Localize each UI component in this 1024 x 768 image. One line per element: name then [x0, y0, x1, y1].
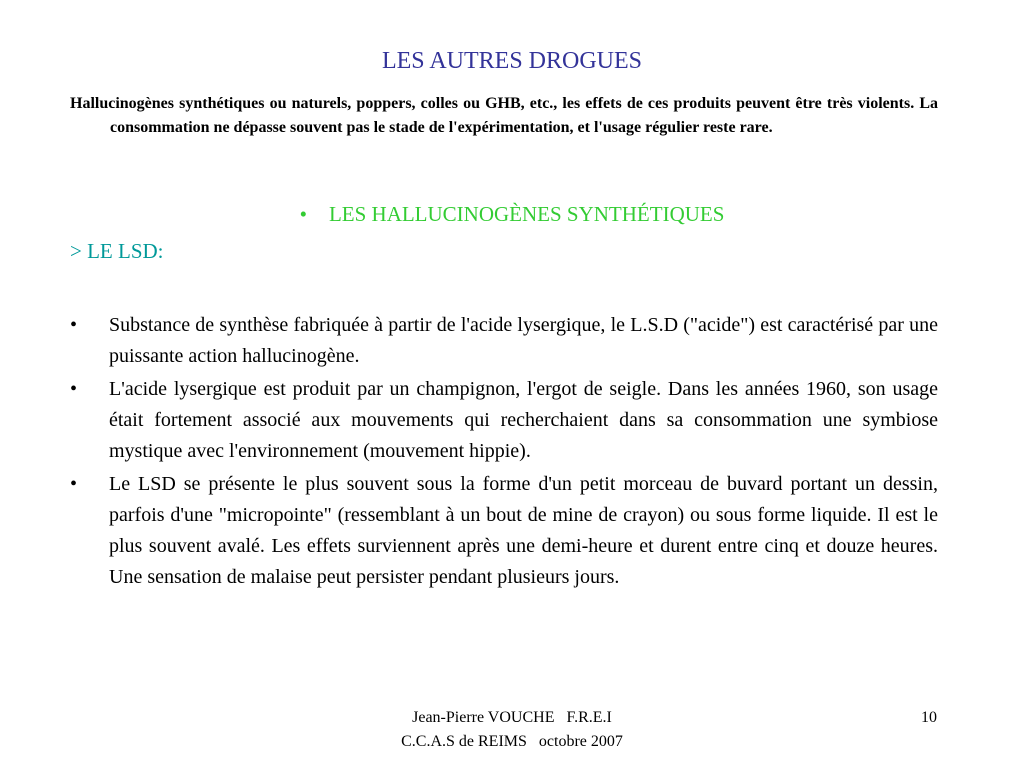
bullet-item — [70, 310, 938, 372]
section-heading — [0, 199, 1024, 229]
intro-paragraph: Hallucinogènes synthétiques ou naturels, poppers, colles ou GHB, etc., les effets de ces produits peuvent être très violents. La consommation ne dépasse souvent pas le stade de l'expérimentation, et l'usage régulier reste rare. — [70, 95, 938, 136]
bullet-text: Substance de synthèse fabriquée à partir de l'acide lysergique, le L.S.D ("acide") est caractérisé par une puissante action hallucinogène. — [109, 314, 938, 367]
footer — [0, 706, 1024, 754]
bullet-text: L'acide lysergique est produit par un champignon, l'ergot de seigle. Dans les années 1960, son usage était fortement associé aux mouvements qui recherchaient dans sa consommation une symbiose mystique avec l'environnement (mouvement hippie). — [109, 378, 938, 462]
footer-author: Jean-Pierre VOUCHE — [412, 709, 555, 726]
footer-place: C.C.A.S de REIMS — [401, 733, 527, 750]
bullet-list — [70, 310, 938, 595]
section-bullet: • — [299, 202, 307, 226]
footer-line-1 — [0, 706, 1024, 730]
sub-heading: > LE LSD: — [70, 239, 164, 263]
bullet-mark: • — [70, 378, 78, 400]
slide-title: LES AUTRES DROGUES — [381, 48, 643, 74]
section-heading-text: LES HALLUCINOGÈNES SYNTHÉTIQUES — [328, 202, 725, 226]
bullet-text: Le LSD se présente le plus souvent sous la forme d'un petit morceau de buvard portant un dessin, parfois d'une "micropointe" (ressemblant à un bout de mine de crayon) ou sous forme liquide. Il est le plus souvent avalé. Les effets surviennent après une demi-heure et durent entre cinq et douze heures. Une sensation de malaise peut persister pendant plusieurs jours. — [109, 473, 938, 588]
bullet-item — [70, 469, 938, 593]
bullet-mark: • — [70, 473, 78, 495]
footer-org: F.R.E.I — [566, 709, 612, 726]
page-number: 10 — [921, 709, 937, 726]
bullet-item — [70, 374, 938, 467]
footer-line-2 — [0, 730, 1024, 754]
footer-date: octobre 2007 — [538, 733, 623, 750]
bullet-mark: • — [70, 314, 78, 336]
